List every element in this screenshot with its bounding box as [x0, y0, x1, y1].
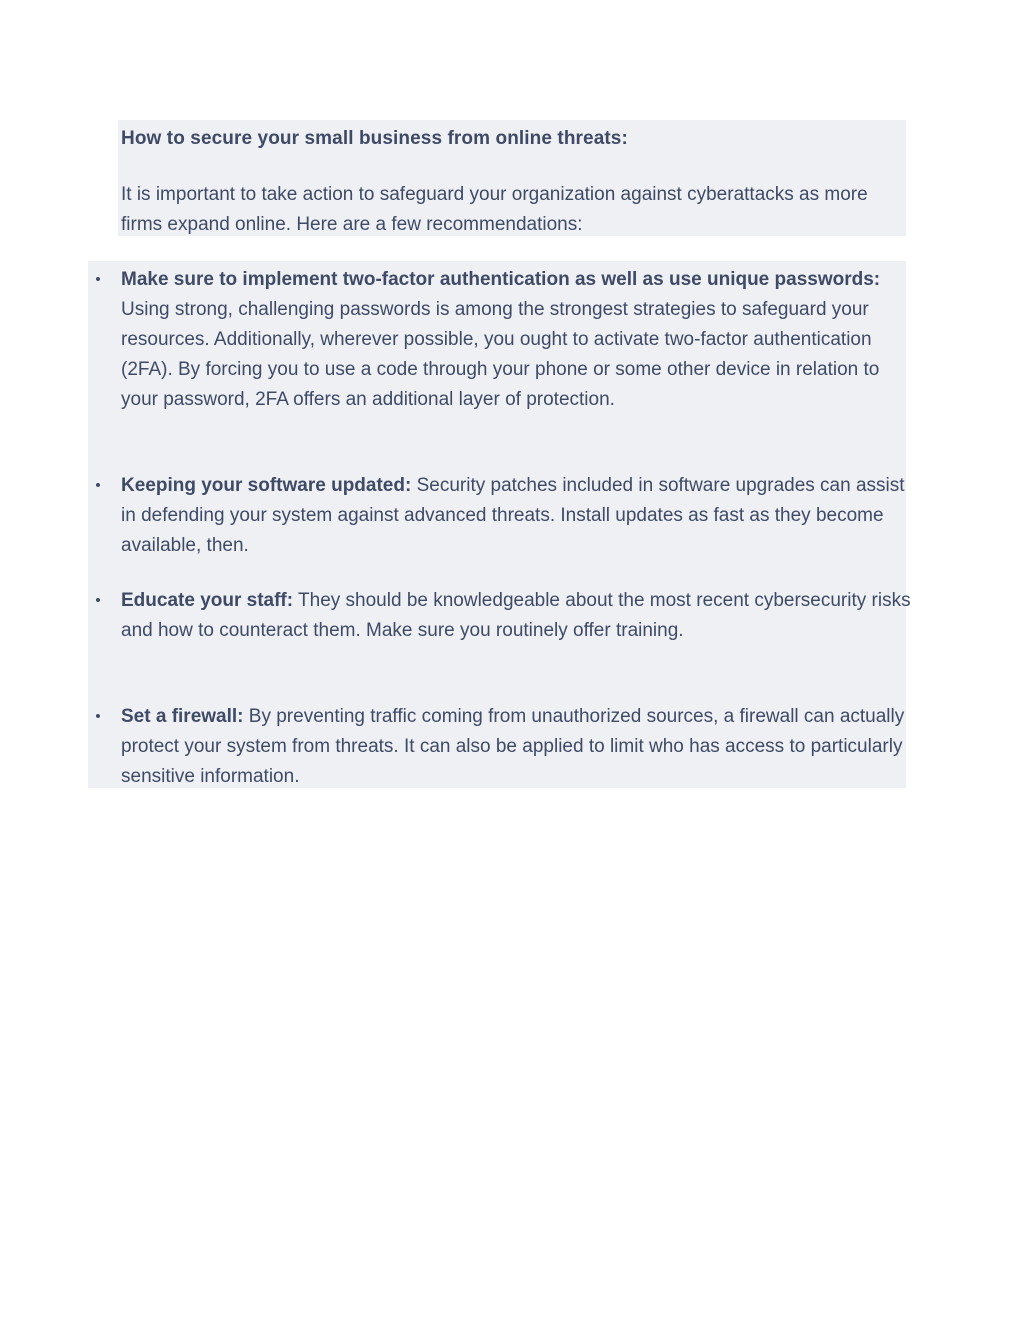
list-item-body: Using strong, challenging passwords is among the strongest strategies to safeguard your resources. Additionally, wherever possible, you ought to activate two-factor authentication (2FA). By forcing you to use a code through your phone or some other device in relation to your password, 2FA offers an additional layer of protection.	[121, 299, 880, 410]
list-item-title: Keeping your software updated:	[121, 475, 412, 496]
bullet-icon: •	[95, 708, 101, 725]
list-item-title: Educate your staff:	[121, 590, 294, 611]
page-title: How to secure your small business from online threats:	[121, 128, 628, 149]
list-item-body: Security patches included in software upgrades can assist in defending your system against advanced threats. Install updates as fast as they become available, then.	[121, 475, 905, 556]
list-item-title: Set a firewall:	[121, 706, 244, 727]
list-item-body: By preventing traffic coming from unauthorized sources, a firewall can actually protect your system from threats. It can also be applied to limit who has access to particularly sensitive information.	[121, 706, 905, 787]
intro-paragraph: It is important to take action to safeguard your organization against cyberattacks as more firms expand online. Here are a few recommendations:	[121, 184, 868, 235]
list-item-text	[121, 265, 911, 415]
list-item-text	[121, 586, 911, 646]
bullet-icon: •	[95, 271, 101, 288]
list-item-title: Make sure to implement two-factor authentication as well as use unique passwords:	[121, 269, 881, 290]
list-item-body: They should be knowledgeable about the most recent cybersecurity risks and how to counteract them. Make sure you routinely offer training.	[121, 590, 911, 641]
list-item-text	[121, 702, 911, 792]
list-item-text	[121, 471, 911, 561]
bullet-icon: •	[95, 592, 101, 609]
bullet-icon: •	[95, 477, 101, 494]
